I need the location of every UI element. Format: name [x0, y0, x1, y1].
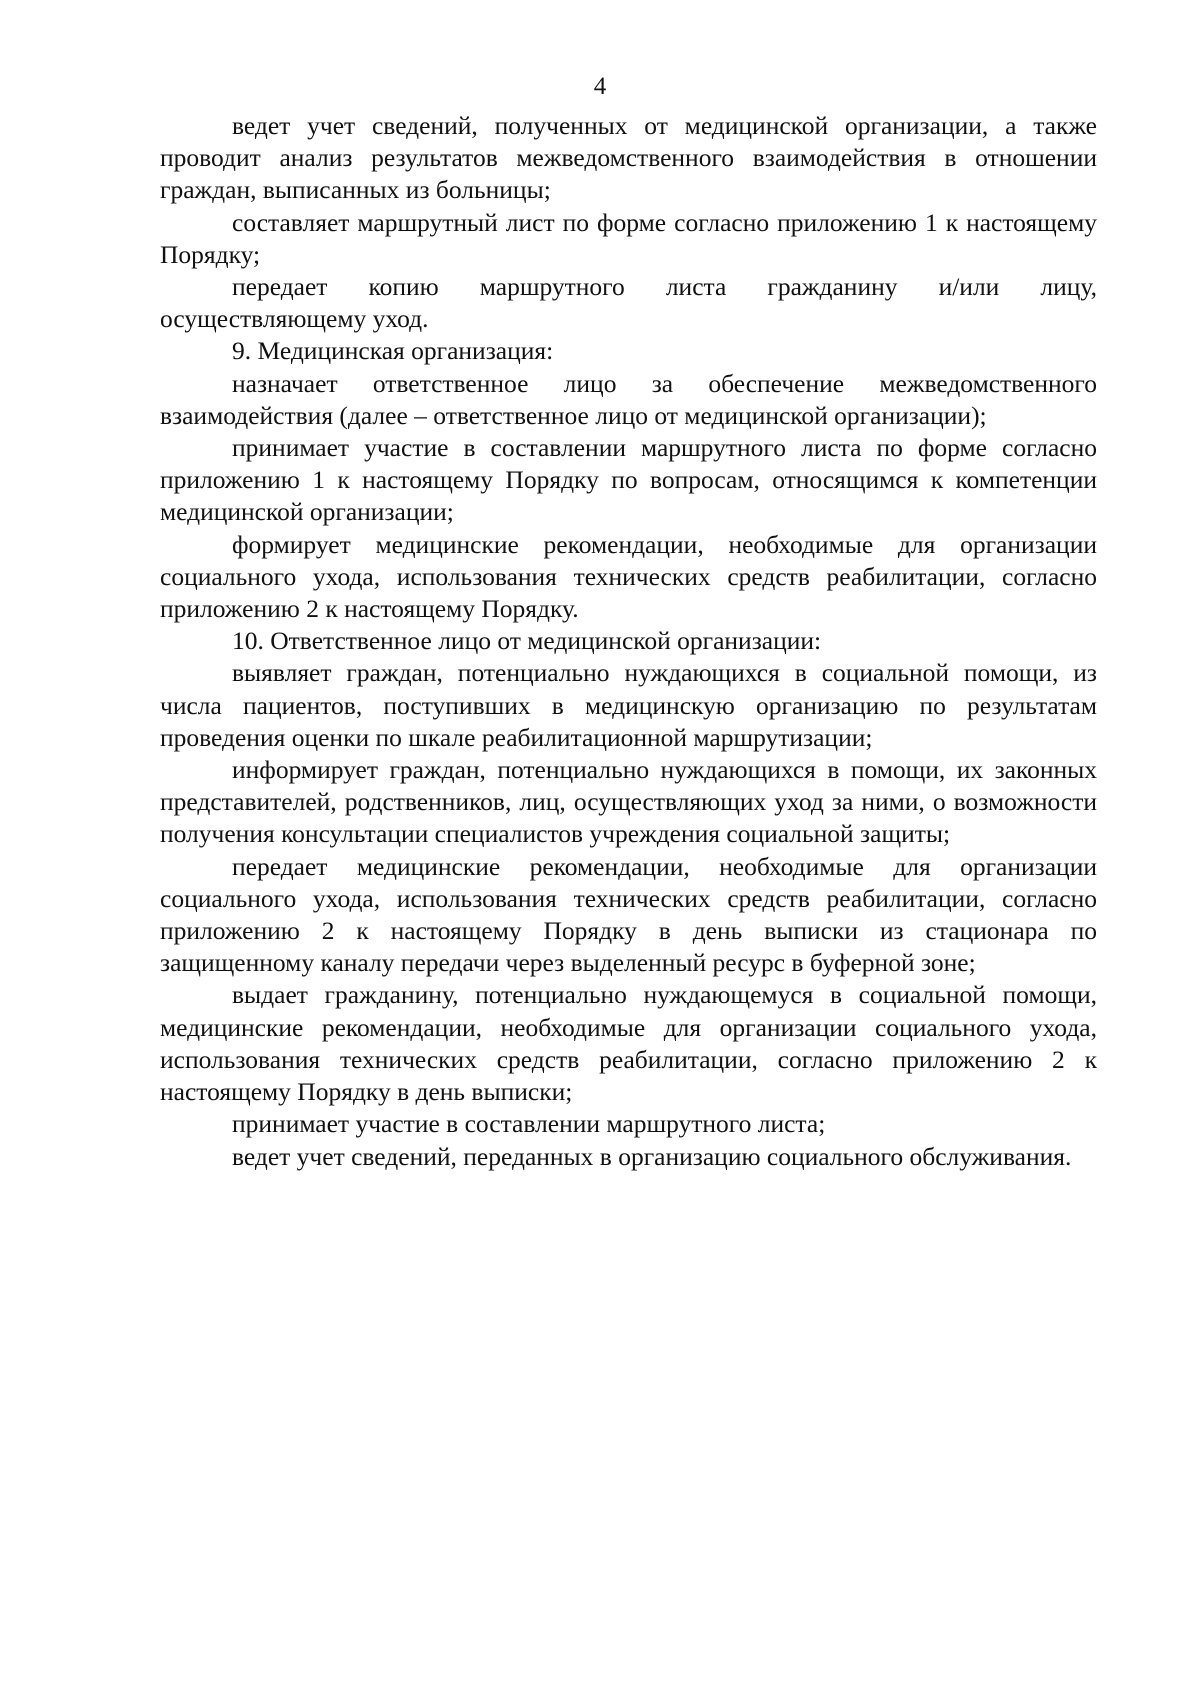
paragraph: принимает участие в составлении маршрутного листа по форме согласно приложению 1 к настоящему Порядку по вопросам, относящимся к компетенции медицинской организации; — [160, 433, 1097, 527]
document-body — [160, 110, 1097, 1173]
paragraph: составляет маршрутный лист по форме согласно приложению 1 к настоящему Порядку; — [160, 207, 1097, 269]
paragraph: информирует граждан, потенциально нуждающихся в помощи, их законных представителей, родственников, лиц, осуществляющих уход за ними, о возможности получения консультации специалистов учреждения социальной защиты; — [160, 755, 1097, 849]
paragraph: выявляет граждан, потенциально нуждающихся в социальной помощи, из числа пациентов, поступивших в медицинскую организацию по результатам проведения оценки по шкале реабилитационной маршрутизации; — [160, 658, 1097, 752]
paragraph: передает копию маршрутного листа гражданину и/или лицу, осуществляющему уход. — [160, 272, 1097, 334]
paragraph: ведет учет сведений, полученных от медицинской организации, а также проводит анализ результатов межведомственного взаимодействия в отношении граждан, выписанных из больницы; — [160, 111, 1097, 205]
paragraph: формирует медицинские рекомендации, необходимые для организации социального ухода, использования технических средств реабилитации, согласно приложению 2 к настоящему Порядку. — [160, 529, 1097, 624]
section-heading-10: 10. Ответственное лицо от медицинской организации: — [232, 626, 822, 656]
paragraph: передает медицинские рекомендации, необходимые для организации социального ухода, использования технических средств реабилитации, согласно приложению 2 к настоящему Порядку в день выписки из стационара по защищенному каналу передачи через выделенный ресурс в буферной зоне; — [160, 851, 1097, 978]
paragraph: ведет учет сведений, переданных в организацию социального обслуживания. — [232, 1141, 1072, 1171]
paragraph: назначает ответственное лицо за обеспечение межведомственного взаимодействия (далее – ответственное лицо от медицинской организации); — [160, 368, 1097, 430]
paragraph: принимает участие в составлении маршрутного листа; — [232, 1109, 826, 1139]
page-number: 4 — [593, 73, 607, 100]
paragraph: выдает гражданину, потенциально нуждающемуся в социальной помощи, медицинские рекомендации, необходимые для организации социального ухода, использования технических средств реабилитации, согласно приложению 2 к настоящему Порядку в день выписки; — [160, 980, 1097, 1107]
section-heading-9: 9. Медицинская организация: — [232, 336, 554, 366]
